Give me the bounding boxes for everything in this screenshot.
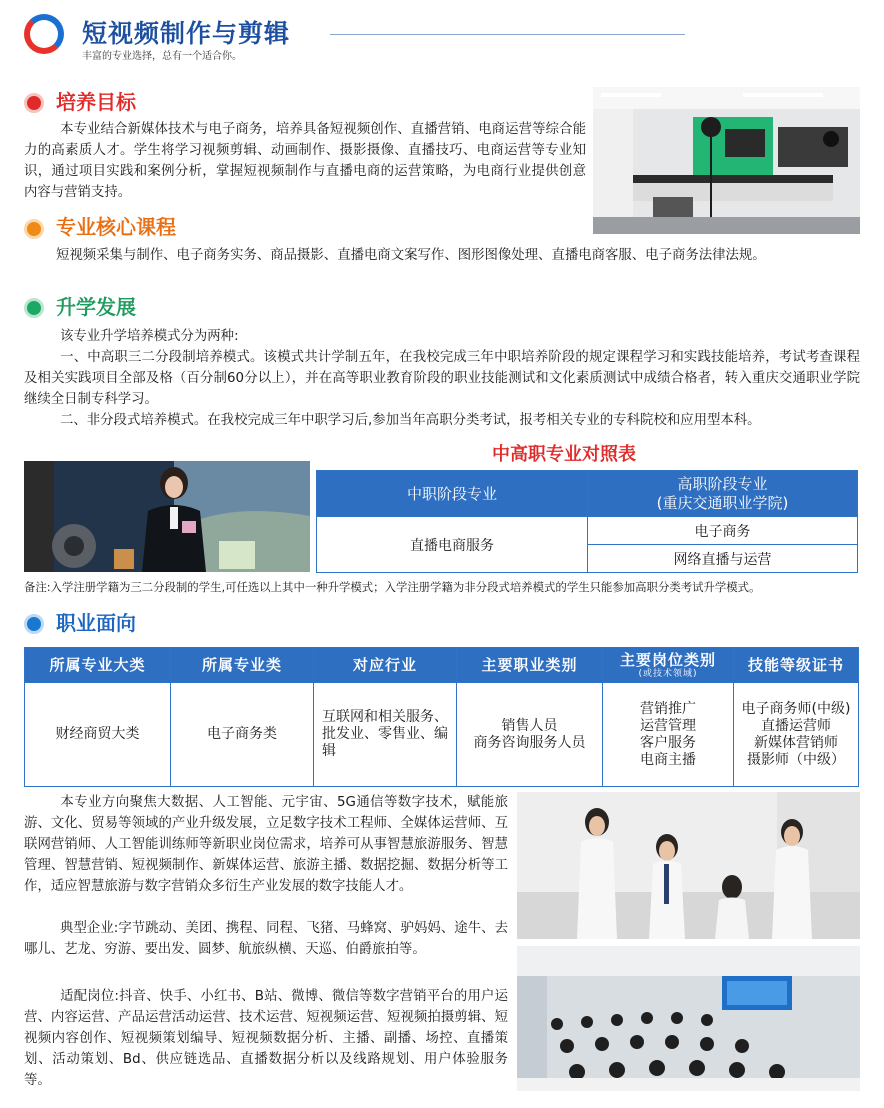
bullet-dot-icon xyxy=(24,93,44,113)
classroom-photo xyxy=(517,946,860,1091)
higher-major-cell: 网络直播与运营 xyxy=(588,545,858,573)
comparison-header-secondary: 中职阶段专业 xyxy=(317,471,588,517)
page-title: 短视频制作与剪辑 xyxy=(82,19,291,48)
career-text: 本专业方向聚焦大数据、人工智能、元宇宙、5G通信等数字技术，赋能旅游、文化、贸易等领域的产业升级发展，立足数字技术工程师、全媒体运营师、互联网营销师、人工智能训练师等新职业岗位需求，培养可从事智慧旅游服务、智慧管理、智慧营销、短视频制作、新媒体运营、旅游主播、数据挖掘、数据分析等工作，适应智慧旅游与数字营销众多衍生产业发展的数字技能人才。 xyxy=(24,795,508,894)
footnote: 备注:入学注册学籍为三二分段制的学生,可任选以上其中一种升学模式；入学注册学籍为非分段式培养模式的学生只能参加高职分类考试升学模式。 xyxy=(24,580,761,594)
section-title-career: 职业面向 xyxy=(56,611,136,635)
career-header-cell: 所属专业大类 xyxy=(25,648,171,683)
section-title-courses: 专业核心课程 xyxy=(56,215,176,239)
career-header-cell: 主要职业类别 xyxy=(457,648,603,683)
school-logo xyxy=(24,14,64,54)
comparison-table-title: 中高职专业对照表 xyxy=(492,444,636,465)
studio-photo xyxy=(593,87,860,234)
career-cell-major-class: 电子商务类 xyxy=(171,683,314,787)
section-title-goal: 培养目标 xyxy=(56,90,136,114)
bullet-dot-icon xyxy=(24,614,44,634)
career-cell-posts: 营销推广 运营管理 客户服务 电商主播 xyxy=(603,683,734,787)
career-table xyxy=(24,647,859,787)
further-mode-1: 一、中高职三二分段制培养模式。该模式共计学制五年，在我校完成三年中职培养阶段的规定课程学习和实践技能培养，考试考查课程及相关实践项目全部及格（百分制60分以上），并在高等职业教育阶段的职业技能测试和文化素质测试中成绩合格者，转入重庆交通职业学院继续全日制专科学习。 xyxy=(24,350,860,407)
further-mode-2: 二、非分段式培养模式。在我校完成三年中职学习后,参加当年高职分类考试，报考相关专业的专科院校和应用型本科。 xyxy=(60,413,761,428)
page-subtitle: 丰富的专业选择，总有一个适合你。 xyxy=(82,51,242,62)
section-title-further: 升学发展 xyxy=(56,295,136,319)
career-cell-occupations: 销售人员 商务咨询服务人员 xyxy=(457,683,603,787)
bullet-dot-icon xyxy=(24,298,44,318)
live-stream-photo xyxy=(24,461,310,572)
career-header-cell: 技能等级证书 xyxy=(734,648,859,683)
career-header-cell: 主要岗位类别 (或技术领域) xyxy=(603,648,734,683)
training-photo xyxy=(517,792,860,939)
comparison-table xyxy=(316,470,858,573)
posts-text: 适配岗位:抖音、快手、小红书、B站、微博、微信等数字营销平台的用户运营、内容运营、产品运营活动运营、技术运营、短视频运营、短视频拍摄剪辑、短视频内容创作、短视频策划编导、短视频数据分析、主播、副播、场控、直播策划、活动策划、Bd、供应链选品、直播数据分析以及线路规划、用户体验服务等。 xyxy=(24,989,509,1088)
goal-text: 本专业结合新媒体技术与电子商务，培养具备短视频创作、直播营销、电商运营等综合能力的高素质人才。学生将学习视频剪辑、动画制作、摄影摄像、直播技巧、电商运营等专业知识，通过项目实践和案例分析，掌握短视频制作与直播电商的运营策略，为电商行业提供创意内容与营销支持。 xyxy=(24,122,586,200)
higher-major-cell: 电子商务 xyxy=(588,517,858,545)
bullet-dot-icon xyxy=(24,219,44,239)
career-cell-certificates: 电子商务师(中级) 直播运营师 新媒体营销师 摄影师（中级） xyxy=(734,683,859,787)
title-divider xyxy=(330,34,685,35)
career-cell-major-category: 财经商贸大类 xyxy=(25,683,171,787)
courses-text: 短视频采集与制作、电子商务实务、商品摄影、直播电商文案写作、图形图像处理、直播电商客服、电子商务法律法规。 xyxy=(56,248,766,263)
further-intro: 该专业升学培养模式分为两种: xyxy=(60,329,239,344)
career-header-cell: 所属专业类 xyxy=(171,648,314,683)
career-header-cell: 对应行业 xyxy=(314,648,457,683)
career-cell-industry: 互联网和相关服务、批发业、零售业、编辑 xyxy=(314,683,457,787)
comparison-header-higher: 高职阶段专业 (重庆交通职业学院) xyxy=(588,471,858,517)
secondary-major-cell: 直播电商服务 xyxy=(317,517,588,573)
enterprises-text: 典型企业:字节跳动、美团、携程、同程、飞猪、马蜂窝、驴妈妈、途牛、去哪儿、艺龙、穷游、要出发、圆梦、航旅纵横、天巡、伯爵旅拍等。 xyxy=(24,921,508,957)
